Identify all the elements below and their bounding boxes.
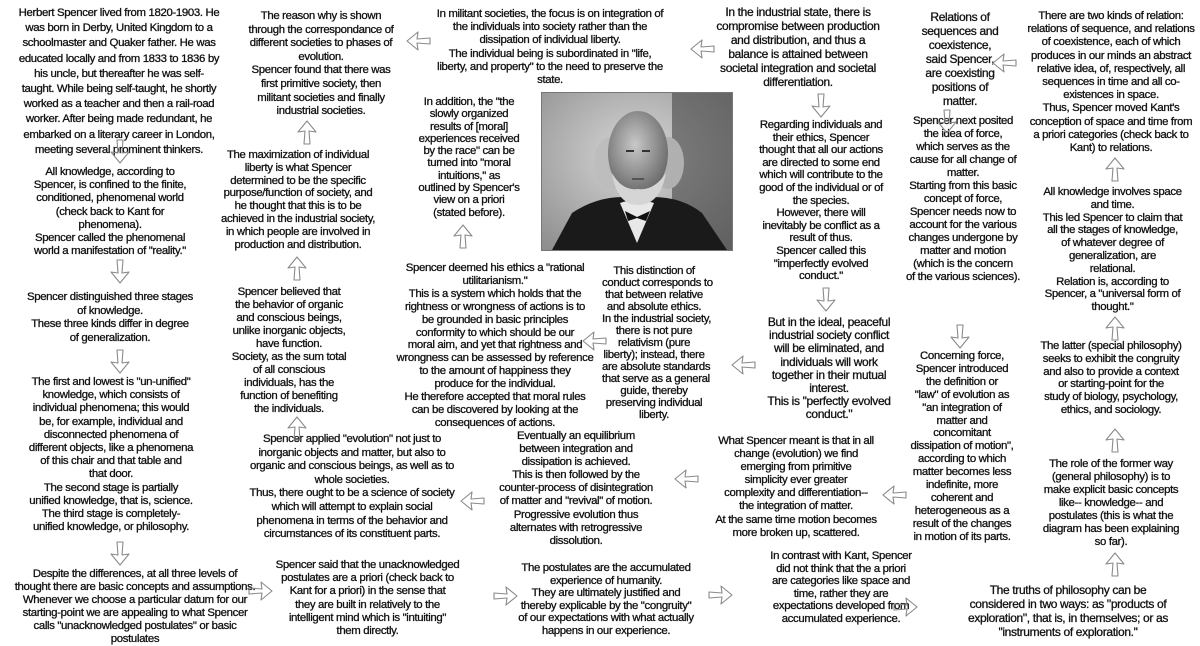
- arrow-up-icon: [1100, 157, 1130, 183]
- portrait-photo: [541, 92, 733, 251]
- node-industrial-state: In the industrial state, there is compromise between production and distribution, and thus a balance is attained between societal integration and societal differentiation.: [716, 5, 880, 89]
- arrow-down-icon: [105, 258, 135, 284]
- arrow-left-icon: [404, 28, 434, 54]
- node-three-stages: Spencer distinguished three stages of knowledge. These three kinds differ in degree of generalization.: [26, 291, 194, 344]
- arrow-left-icon: [458, 488, 488, 514]
- node-general-philosophy: The role of the former way (general philosophy) is to make explicit basic concepts like-- knowledge-- and postulates (this is what the diagram has been explaining so far).: [1042, 458, 1180, 548]
- node-regarding-individuals: Regarding individuals and their ethics, Spencer thought that all our actions are directed to some end which will contribute to the good of the individual or of the species. However, there will inevitably be conflict as a result of thus. Spencer called this "imperfectly evolved conduct.": [759, 119, 883, 283]
- node-space-and-time: All knowledge involves space and time. This led Spencer to claim that all the stages of knowledge, of whatever degree of generalization, are relational. Relation is, according to Spencer, a "universal form of thought.": [1042, 186, 1183, 314]
- node-concerning-force: Concerning force, Spencer introduced the definition or "law" of evolution as "an integration of matter and concomitant dissipation of motion", according to which matter becomes less indefinite, more coherent and heterogeneous as a result of the changes in motion of its parts.: [910, 350, 1014, 543]
- arrow-down-icon: [932, 108, 962, 134]
- node-knowledge-finite: All knowledge, according to Spencer, is confined to the finite, conditioned, phenomenal world (check back to Kant for phenomena). Spencer called the phenomenal world a manifestation of "reality.": [33, 166, 187, 258]
- arrow-up-icon: [1100, 316, 1130, 342]
- arrow-left-icon: [880, 482, 910, 508]
- node-distinction: This distinction of conduct corresponds to that between relative and absolute ethics. In the industrial society, there is not pure relativism (pure liberty); instead, there are absolute standards that serve as a general guide, thereby preserving individual liberty.: [602, 265, 713, 421]
- node-what-meant: What Spencer meant is that in all change (evolution) we find emerging from primitive simplicity ever greater complexity and differentiation-- the integration of matter. At the same time motion becomes more broken up, scattered.: [715, 435, 877, 539]
- node-militant: In militant societies, the focus is on integration of the individuals into society rather than the dissipation of individual liberty. The individual being is subordinated in "life, liberty, and property" to the need to preserve the state.: [436, 8, 664, 87]
- node-ideal-society: But in the ideal, peaceful industrial society conflict will be eliminated, and individuals will work together in their mutual interest. This is "perfectly evolved conduct.": [767, 315, 891, 422]
- arrow-down-icon: [105, 348, 135, 374]
- node-relations-sequences: Relations of sequences and coexistence, said Spencer, are coexisting positions of matter.: [921, 10, 999, 108]
- node-two-kinds: There are two kinds of relation: relations of sequence, and relations of coexistence, each of which produces in our minds an abstract relative idea, of, respectively, all sequences in time and all co- existences in space. Thus, Spencer moved Kant's conception of space and time from a priori categories (check back to Kant) to relations.: [1027, 10, 1195, 155]
- arrow-down-icon: [945, 323, 975, 349]
- node-accumulated-experience: The postulates are the accumulated experience of humanity. They are ultimately justified and thereby explicable by the "congruity" of our expectations with what actually happens in our experience.: [518, 562, 694, 637]
- arrow-right-icon: [705, 582, 735, 608]
- arrow-right-icon: [490, 583, 520, 609]
- node-a-priori-postulates: Spencer said that the unacknowledged postulates are a priori (check back to Kant for a priori) in the sense that they are built in relatively to the intelligent mind which is "intuiting" them directly.: [275, 559, 460, 638]
- arrow-right-icon: [245, 578, 275, 604]
- node-special-philosophy: The latter (special philosophy) seeks to exhibit the congruity and also to provide a context or starting-point for the study of biology, psychology, ethics, and sociology.: [1040, 340, 1182, 416]
- node-despite-differences: Despite the differences, at all three levels of thought there are basic concepts and assumptions. Whenever we choose a particular datum for our starting-point we are appealing to what Spencer calls "unacknowledged postulates" or basic postulates: [14, 568, 256, 645]
- node-biography: Herbert Spencer lived from 1820-1903. He was born in Derby, United Kingdom to a schoolmaster and Quaker father. He was educated locally and from 1833 to 1836 by his uncle, but thereafter he was self- taught. While being self-taught, he shortly worked as a teacher and then a rail-road worker. After being made redundant, he embarked on a literary career in London, meeting several prominent thinkers.: [18, 7, 220, 156]
- arrow-down-icon: [806, 92, 836, 118]
- node-applied-evolution: Spencer applied "evolution" not just to inorganic objects and matter, but also to organic and conscious beings, as well as to whole societies. Thus, there ought to be a science of society which will attempt to explain social phenomena in terms of the behavior and circumstances of its constituent parts.: [249, 433, 455, 541]
- arrow-left-icon: [990, 50, 1020, 76]
- node-contrast-kant: In contrast with Kant, Spencer did not think that the a priori are categories like space and time, rather they are expectations developed from accumulated experience.: [770, 550, 912, 625]
- arrow-left-icon: [672, 466, 702, 492]
- arrow-left-icon: [729, 352, 759, 378]
- arrow-down-icon: [105, 138, 135, 164]
- arrow-up-icon: [448, 224, 478, 250]
- arrow-down-icon: [105, 540, 135, 566]
- arrow-up-icon: [282, 256, 312, 282]
- portrait-image: [542, 93, 732, 250]
- arrow-right-icon: [890, 594, 920, 620]
- arrow-up-icon: [1100, 552, 1130, 578]
- node-reason-why: The reason why is shown through the correspondance of different societies to phases of evolution. Spencer found that there was first primitive society, then militant societies and finally industrial societies.: [248, 10, 394, 118]
- node-equilibrium: Eventually an equilibrium between integration and dissipation is achieved. This is then followed by the counter-process of disintegration of matter and "revival" of motion. Progressive evolution thus alternates with retrogressive dissolution.: [499, 430, 653, 547]
- arrow-down-icon: [811, 286, 841, 312]
- node-rational-utilitarianism: Spencer deemed his ethics a "rational utilitarianism." This is a system which holds that the rightness or wrongness of actions is to be grounded in basic principles conformity to which should be our moral aim, and yet that rightness and wrongness can be assessed by reference to the amount of happiness they produce for the individual. He therefore accepted that moral rules can be discovered by looking at the consequences of actions.: [396, 262, 594, 429]
- node-in-addition: In addition, the "the slowly organized results of [moral] experiences received by the race" can be turned into "moral intuitions," as outlined by Spencer's view on a priori (stated before).: [418, 96, 520, 219]
- node-maximization: The maximization of individual liberty is what Spencer determined to be the specific purpose/function of society, and he thought that this is to be achieved in the industrial society, in which people are involved in production and distribution.: [220, 149, 376, 251]
- arrow-left-icon: [688, 36, 718, 62]
- node-first-lowest: The first and lowest is "un-unified" knowledge, which consists of individual phenomena; this would be, for example, individual and disconnected phenomena of different objects, like a phenomena of this chair and that table and that door. The second stage is partially unified knowledge, that is, science. The third stage is completely- unified knowledge, or philosophy.: [28, 376, 194, 534]
- arrow-left-icon: [580, 328, 610, 354]
- arrow-up-icon: [292, 120, 322, 146]
- node-truths-of-philosophy: The truths of philosophy can be considered in two ways: as "products of exploration", that is, in themselves; or as "instruments of exploration.": [968, 583, 1168, 639]
- node-idea-of-force: Spencer next posited the idea of force, which serves as the cause for all change of matter. Starting from this basic concept of force, Spencer needs now to account for the various changes undergone by matter and motion (which is the concern of the various sciences).: [905, 115, 1021, 283]
- node-organic-function: Spencer believed that the behavior of organic and conscious beings, unlike inorganic objects, have function. Society, as the sum total of all conscious individuals, has the function of benefiting the individuals.: [231, 286, 347, 415]
- arrow-up-icon: [1100, 428, 1130, 454]
- arrow-up-icon: [282, 416, 312, 442]
